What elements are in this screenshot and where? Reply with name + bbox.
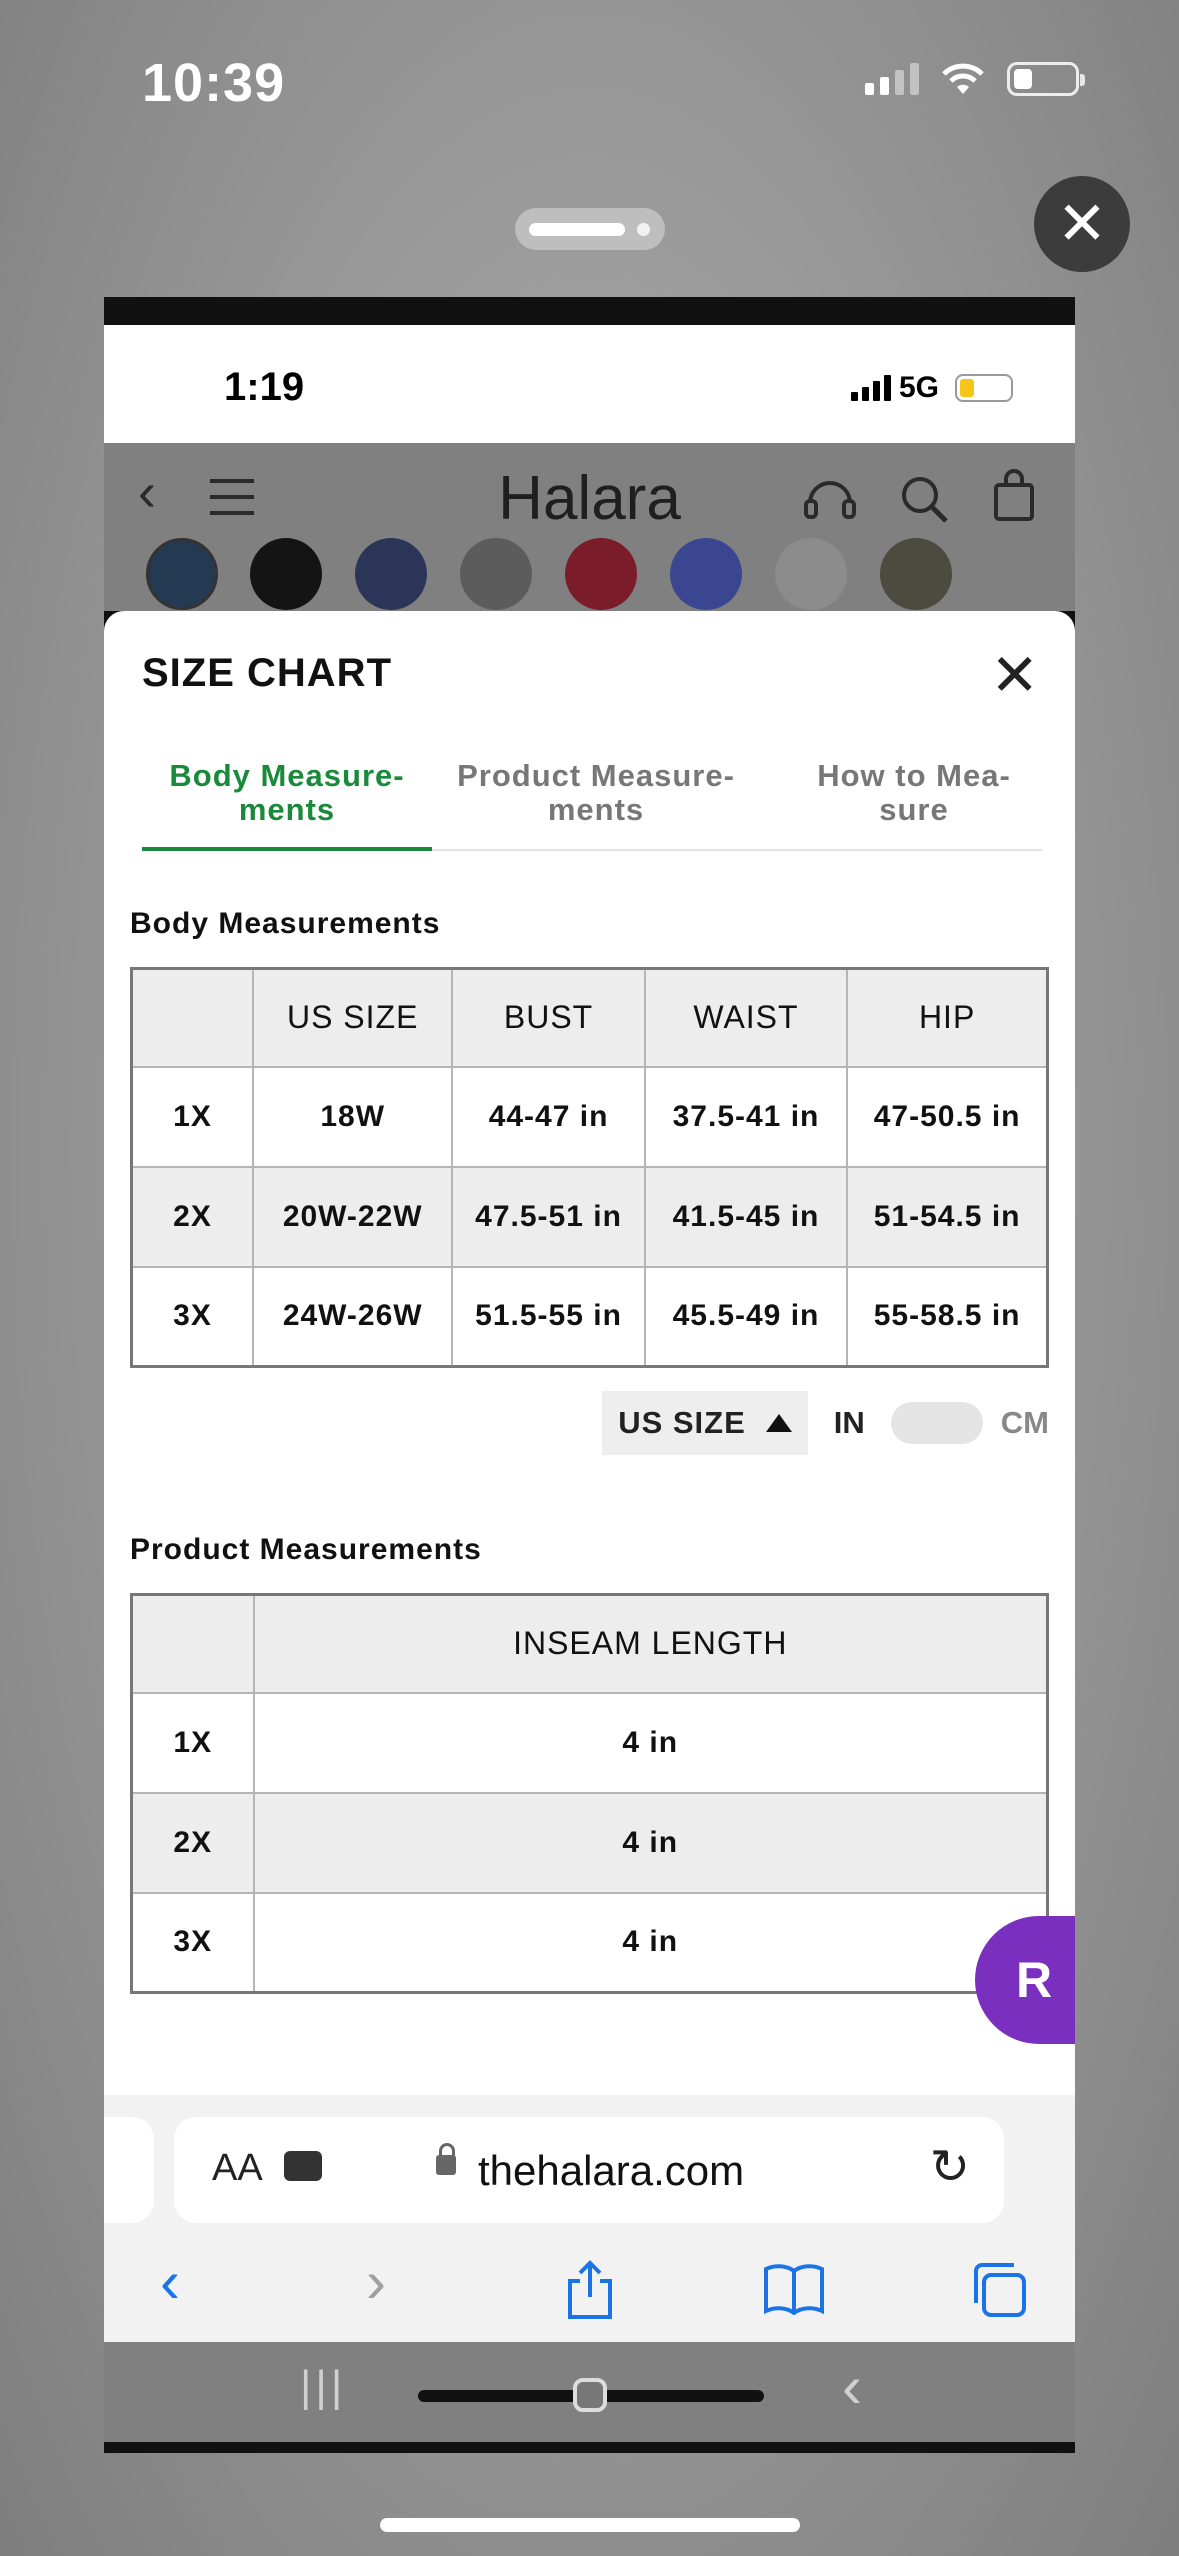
unit-toggle-row bbox=[602, 1391, 1049, 1455]
tab-label: Product Measure- bbox=[457, 758, 735, 793]
modal-title: SIZE CHART bbox=[142, 651, 392, 695]
table-cell: 41.5-45 in bbox=[645, 1167, 847, 1267]
color-swatch[interactable] bbox=[565, 538, 637, 610]
address-bar[interactable] bbox=[174, 2117, 1004, 2223]
status-time: 10:39 bbox=[142, 53, 286, 113]
recent-apps-icon[interactable]: ||| bbox=[300, 2362, 347, 2411]
home-icon[interactable] bbox=[573, 2378, 607, 2412]
table-cell: 44-47 in bbox=[452, 1067, 644, 1167]
inner-status-time: 1:19 bbox=[224, 365, 305, 409]
tab-label: sure bbox=[879, 792, 949, 827]
table-row bbox=[132, 1167, 1048, 1267]
tab-label: ments bbox=[238, 792, 336, 827]
multitasking-handle[interactable] bbox=[515, 208, 665, 250]
table-header-cell bbox=[132, 1595, 254, 1693]
product-measurements-table bbox=[130, 1593, 1049, 1994]
inner-signal-icon bbox=[851, 375, 891, 401]
table-cell: 51-54.5 in bbox=[847, 1167, 1047, 1267]
table-cell: 4 in bbox=[254, 1893, 1048, 1993]
table-row bbox=[132, 1793, 1048, 1893]
site-header bbox=[104, 443, 1075, 611]
table-row bbox=[132, 1693, 1048, 1793]
headset-icon[interactable] bbox=[802, 473, 858, 525]
table-cell: 3X bbox=[132, 1893, 254, 1993]
battery-icon bbox=[1007, 62, 1079, 96]
table-row bbox=[132, 1067, 1048, 1167]
table-cell: 47-50.5 in bbox=[847, 1067, 1047, 1167]
unit-in-label: IN bbox=[833, 1405, 865, 1440]
color-swatch[interactable] bbox=[670, 538, 742, 610]
body-measurements-heading: Body Measurements bbox=[130, 907, 441, 940]
back-nav-icon[interactable]: ‹ bbox=[160, 2248, 180, 2315]
tab-label: Body Measure- bbox=[169, 758, 405, 793]
previous-tab-preview[interactable] bbox=[104, 2117, 154, 2223]
inner-status-indicators bbox=[851, 371, 1013, 405]
size-chart-modal bbox=[104, 611, 1075, 2095]
active-tab-indicator bbox=[142, 847, 432, 851]
browser-toolbar bbox=[104, 2095, 1075, 2342]
color-swatch[interactable] bbox=[355, 538, 427, 610]
table-cell: 1X bbox=[132, 1067, 254, 1167]
body-measurements-table bbox=[130, 967, 1049, 1368]
back-icon[interactable]: ‹ bbox=[138, 462, 156, 522]
inner-status-bar bbox=[104, 325, 1075, 443]
table-cell: 4 in bbox=[254, 1693, 1048, 1793]
rakuten-badge-button[interactable]: R bbox=[975, 1916, 1075, 2044]
signal-icon bbox=[865, 63, 919, 95]
share-icon[interactable] bbox=[562, 2259, 618, 2321]
network-label: 5G bbox=[898, 371, 939, 404]
system-nav-bar bbox=[104, 2342, 1075, 2442]
tabs-icon[interactable] bbox=[970, 2261, 1030, 2319]
size-system-dropdown[interactable] bbox=[602, 1391, 808, 1455]
tab-product-measurements[interactable] bbox=[446, 759, 746, 827]
table-header-cell: WAIST bbox=[645, 969, 847, 1067]
table-header-cell: BUST bbox=[452, 969, 644, 1067]
color-swatch[interactable] bbox=[775, 538, 847, 610]
table-cell: 1X bbox=[132, 1693, 254, 1793]
table-row bbox=[132, 1893, 1048, 1993]
home-indicator[interactable] bbox=[380, 2518, 800, 2532]
table-header-cell bbox=[132, 969, 254, 1067]
search-icon[interactable] bbox=[898, 473, 950, 525]
lock-icon bbox=[436, 2155, 456, 2175]
bookmarks-icon[interactable] bbox=[762, 2263, 826, 2315]
tab-label: How to Mea- bbox=[817, 758, 1011, 793]
extension-icon[interactable] bbox=[284, 2151, 322, 2181]
brand-logo[interactable]: Halara bbox=[498, 464, 681, 533]
table-cell: 55-58.5 in bbox=[847, 1267, 1047, 1367]
tab-how-to-measure[interactable] bbox=[794, 759, 1034, 827]
table-cell: 20W-22W bbox=[253, 1167, 452, 1267]
table-cell: 24W-26W bbox=[253, 1267, 452, 1367]
table-header-cell: US SIZE bbox=[253, 969, 452, 1067]
text-size-button[interactable]: AA bbox=[212, 2147, 263, 2189]
color-swatch[interactable] bbox=[880, 538, 952, 610]
table-cell: 37.5-41 in bbox=[645, 1067, 847, 1167]
table-header-cell: INSEAM LENGTH bbox=[254, 1595, 1048, 1693]
status-indicators bbox=[865, 62, 1079, 96]
color-swatch[interactable] bbox=[460, 538, 532, 610]
table-cell: 3X bbox=[132, 1267, 254, 1367]
table-cell: 2X bbox=[132, 1167, 254, 1267]
url-text[interactable]: thehalara.com bbox=[478, 2147, 745, 2194]
table-cell: 18W bbox=[253, 1067, 452, 1167]
product-measurements-heading: Product Measurements bbox=[130, 1533, 482, 1566]
table-header-cell: HIP bbox=[847, 969, 1047, 1067]
unit-cm-label: CM bbox=[1000, 1405, 1049, 1440]
inner-battery-icon bbox=[955, 374, 1013, 402]
size-system-label: US SIZE bbox=[618, 1405, 746, 1440]
caret-up-icon bbox=[766, 1414, 792, 1432]
table-cell: 45.5-49 in bbox=[645, 1267, 847, 1367]
table-header-row bbox=[132, 969, 1048, 1067]
close-icon[interactable]: ✕ bbox=[1034, 176, 1130, 272]
table-cell: 2X bbox=[132, 1793, 254, 1893]
table-row bbox=[132, 1267, 1048, 1367]
forward-nav-icon[interactable]: › bbox=[366, 2248, 386, 2315]
color-swatch[interactable] bbox=[146, 538, 218, 610]
tab-label: ments bbox=[547, 792, 645, 827]
color-swatch[interactable] bbox=[250, 538, 322, 610]
wifi-icon bbox=[941, 62, 985, 96]
system-back-icon[interactable]: ‹ bbox=[842, 2353, 862, 2420]
table-cell: 4 in bbox=[254, 1793, 1048, 1893]
modal-close-icon[interactable]: ✕ bbox=[990, 643, 1039, 708]
unit-switch[interactable] bbox=[891, 1402, 983, 1444]
table-header-row bbox=[132, 1595, 1048, 1693]
reload-icon[interactable]: ↻ bbox=[929, 2141, 970, 2194]
tab-body-measurements[interactable] bbox=[142, 759, 432, 827]
table-cell: 51.5-55 in bbox=[452, 1267, 644, 1367]
table-cell: 47.5-51 in bbox=[452, 1167, 644, 1267]
shopping-bag-icon[interactable] bbox=[992, 469, 1036, 523]
